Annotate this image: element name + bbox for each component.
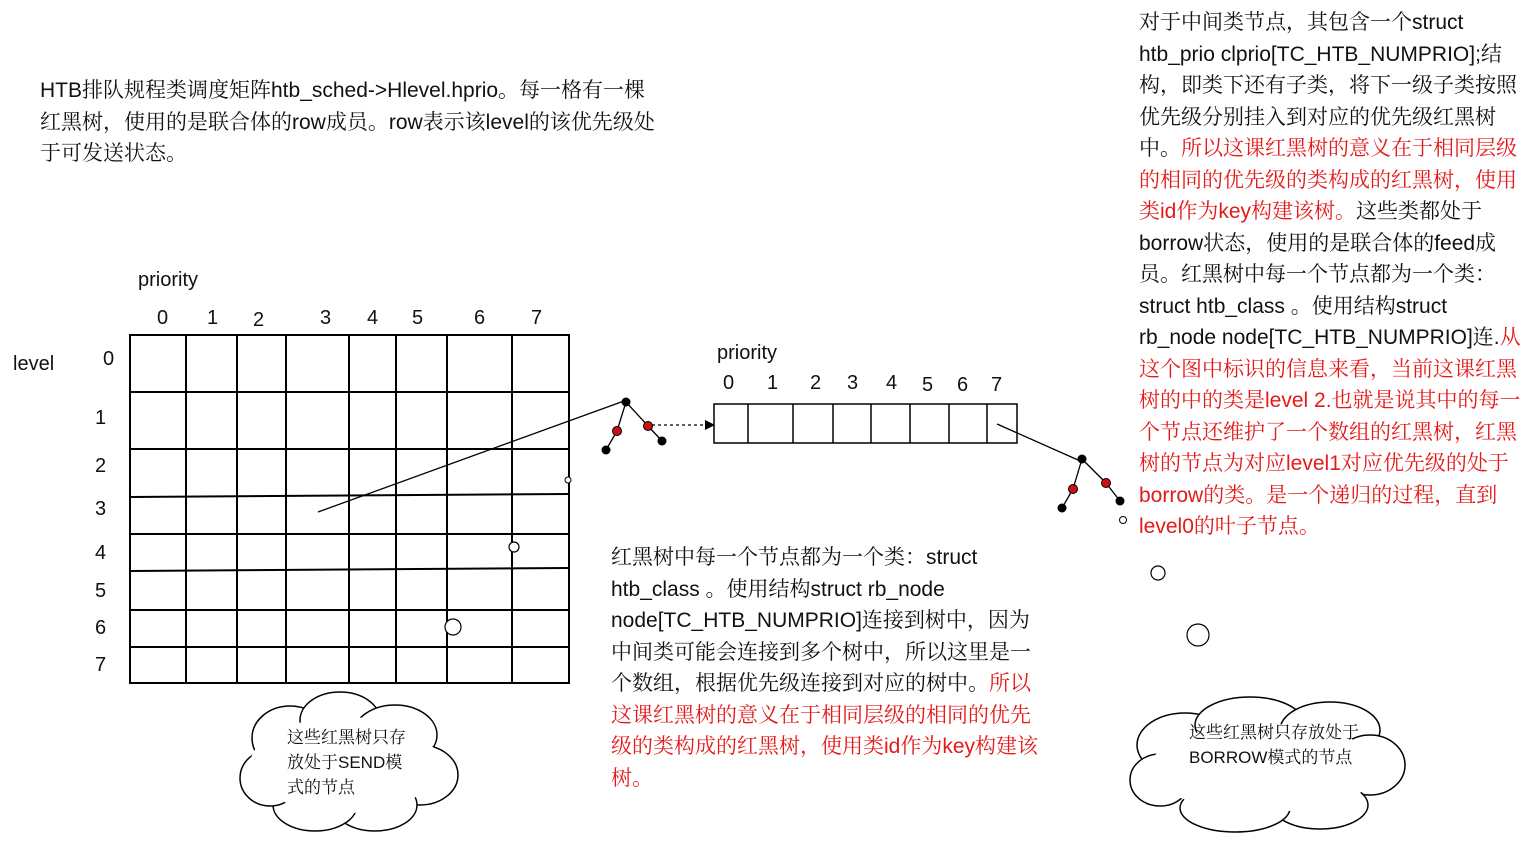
matrix-level-tick: 3: [95, 498, 107, 520]
array-prio-tick: 6: [957, 374, 969, 396]
rb-black-node: [1058, 504, 1067, 513]
matrix-level-tick: 5: [95, 580, 107, 602]
middle-note-black: 红黑树中每一个节点都为一个类：struct htb_class 。使用结构struct rb_node node[TC_HTB_NUMPRIO]连接到树中，因为中间类可能会连接到多个树中，所以这里是一个数组，根据优先级连接到对应的树中。: [611, 546, 1031, 695]
array-priority-label: priority: [717, 342, 778, 364]
matrix-prio-tick: 7: [531, 307, 543, 329]
clprio-array: [714, 404, 1017, 443]
intro-text: HTB排队规程类调度矩阵htb_sched->Hlevel.hprio。每一格有一棵红黑树，使用的是联合体的row成员。row表示该level的该优先级处于可发送状态。: [40, 79, 655, 165]
matrix-prio-tick: 3: [320, 307, 332, 329]
matrix-level-tick: 2: [95, 455, 107, 477]
matrix-prio-tick: 1: [207, 307, 219, 329]
right-note-black-2: 这些类都处于borrow状态，使用的是联合体的feed成员。红黑树中每一个节点都为一个类：struct htb_class 。使用结构struct rb_node node[TC_HTB_NUMPRIO]连.: [1139, 200, 1500, 349]
matrix-prio-tick: 2: [253, 309, 265, 331]
matrix-level-tick: 6: [95, 617, 107, 639]
matrix-level-tick: 7: [95, 654, 107, 676]
rb-black-node: [622, 398, 631, 407]
cloud-bubble: [1187, 624, 1209, 646]
rb-black-node: [1116, 497, 1125, 506]
matrix-level-tick: 0: [103, 348, 115, 370]
matrix-prio-tick: 6: [474, 307, 486, 329]
array-pointer-line: [997, 424, 1078, 460]
array-border: [714, 404, 1017, 443]
array-prio-tick: 3: [847, 372, 859, 394]
array-prio-tick: 2: [810, 372, 822, 394]
matrix-prio-tick: 4: [367, 307, 379, 329]
right-note-red-2: 从这个图中标识的信息来看，当前这课红黑树的中的类是level 2.也就是说其中的每一个节点还维护了一个数组的红黑树，红黑树的节点为对应level1对应优先级的处于borrow的类。是一个递归的过程，直到level0的叶子节点。: [1139, 326, 1521, 538]
array-prio-tick: 4: [886, 372, 898, 394]
rb-tree-icon: [1058, 455, 1125, 513]
matrix-prio-tick: 5: [412, 307, 424, 329]
handle-circle: [509, 542, 519, 552]
cloud-send-text: 这些红黑树只存放处于SEND模式的节点: [287, 728, 406, 797]
middle-note-red: 所以这课红黑树的意义在于相同层级的相同的优先级的类构成的红黑树，使用类id作为key构建该树。: [611, 672, 1039, 790]
right-note-black-1: 对于中间类节点，其包含一个struct htb_prio clprio[TC_HTB_NUMPRIO];结构，即类下还有子类，将下一级子类按照优先级分别挂入到对应的优先级红黑树中。: [1139, 11, 1517, 160]
matrix-priority-label: priority: [138, 269, 199, 291]
matrix-prio-tick: 0: [157, 307, 169, 329]
handle-circle: [1120, 517, 1127, 524]
matrix-level-tick: 4: [95, 542, 107, 564]
rb-black-node: [658, 437, 667, 446]
handle-circle: [445, 619, 461, 635]
cloud-borrow-text: 这些红黑树只存放处于BORROW模式的节点: [1189, 723, 1359, 767]
rb-red-node: [1102, 479, 1111, 488]
array-prio-tick: 0: [723, 372, 735, 394]
matrix-level-label: level: [13, 353, 55, 375]
rb-red-node: [1069, 485, 1078, 494]
priority-level-matrix: [130, 335, 569, 683]
rb-red-node: [613, 427, 622, 436]
cloud-bubble: [1151, 566, 1165, 580]
array-prio-tick: 5: [922, 374, 934, 396]
rb-red-node: [644, 422, 653, 431]
array-prio-tick: 1: [767, 372, 779, 394]
rb-black-node: [602, 446, 611, 455]
handle-circle: [565, 477, 571, 483]
rb-black-node: [1078, 455, 1087, 464]
matrix-level-tick: 1: [95, 407, 107, 429]
right-note-red-1: 所以这课红黑树的意义在于相同层级的相同的优先级的类构成的红黑树，使用类id作为key构建该树。: [1139, 137, 1517, 223]
middle-note: [611, 542, 1043, 794]
array-prio-tick: 7: [991, 374, 1003, 396]
right-note: [1139, 7, 1525, 543]
